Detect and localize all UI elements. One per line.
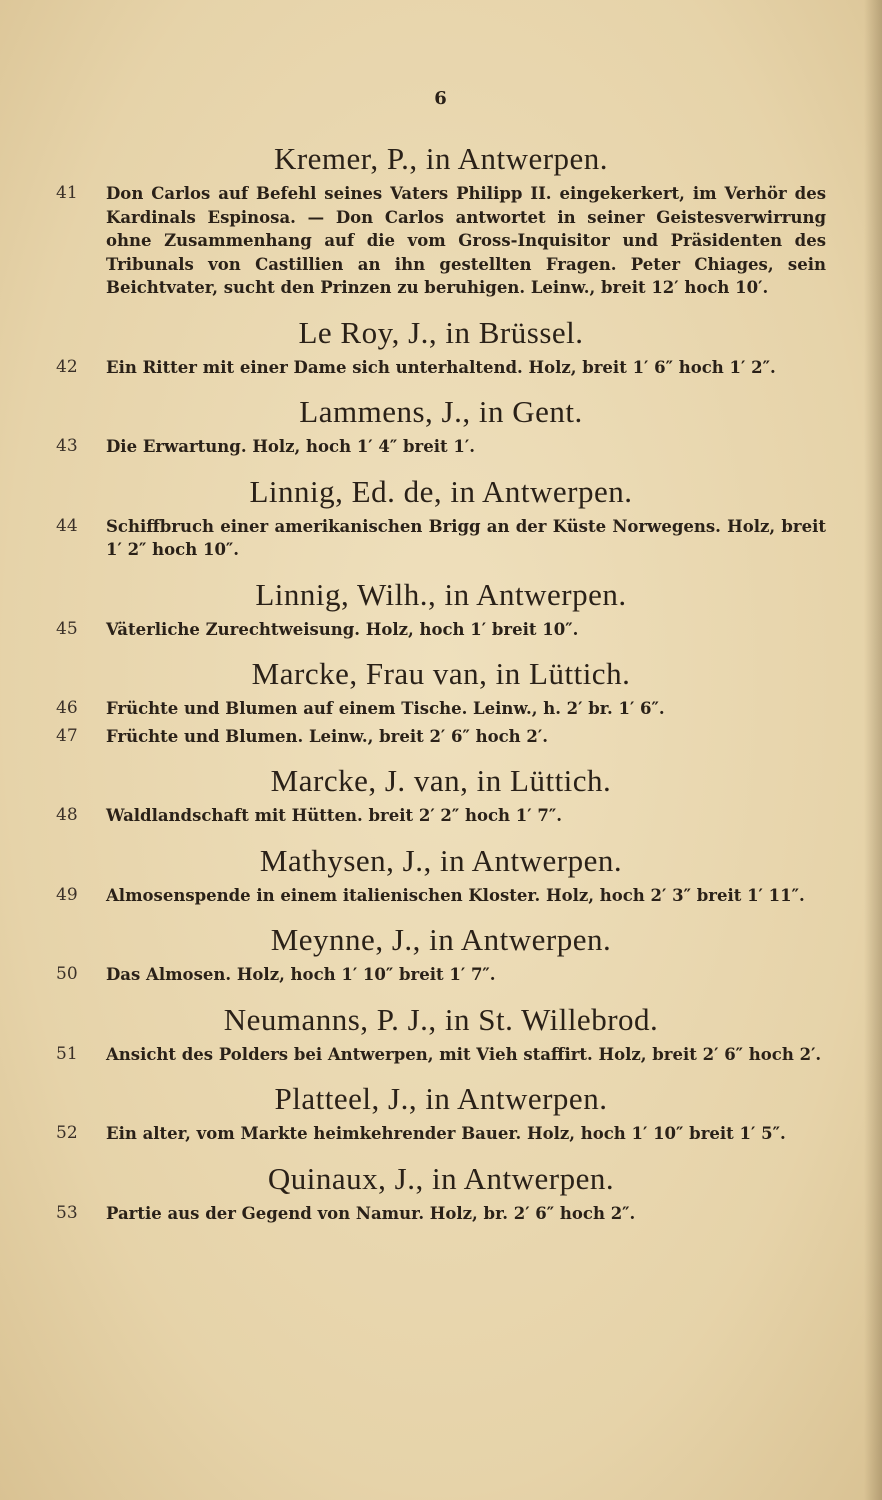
artist-section bbox=[56, 393, 826, 473]
entry-number: 46 bbox=[56, 698, 78, 718]
entry-text: Almosenspende in einem italienischen Kloster. Holz, hoch 2′ 3″ breit 1′ 11″. bbox=[106, 885, 805, 905]
entry-text: Schiffbruch einer amerikanischen Brigg an der Küste Norwegens. Holz, breit 1′ 2″ hoch 10″. bbox=[106, 516, 826, 559]
artist-heading: Linnig, Ed. de, in Antwerpen. bbox=[249, 473, 633, 509]
catalog-entry bbox=[56, 1043, 826, 1067]
catalog-entry bbox=[56, 697, 826, 721]
artist-heading: Mathysen, J., in Antwerpen. bbox=[259, 842, 623, 878]
artist-section bbox=[56, 1160, 826, 1240]
entry-number: 49 bbox=[56, 884, 78, 905]
artist-heading: Quinaux, J., in Antwerpen. bbox=[267, 1160, 615, 1196]
catalog-entry bbox=[56, 804, 826, 828]
artist-section bbox=[56, 473, 826, 576]
section-spacer bbox=[56, 463, 826, 473]
entry-number: 45 bbox=[56, 618, 78, 639]
section-spacer bbox=[56, 1070, 826, 1080]
artist-section bbox=[56, 576, 826, 656]
entry-text: Väterliche Zurechtweisung. Holz, hoch 1′ breit 10″. bbox=[106, 619, 579, 639]
entry-text: Ein alter, vom Markte heimkehrender Bauer. Holz, hoch 1′ 10″ breit 1′ 5″. bbox=[106, 1124, 786, 1143]
section-spacer bbox=[56, 645, 826, 655]
catalog-entry bbox=[56, 1202, 826, 1226]
artist-heading: Kremer, P., in Antwerpen. bbox=[273, 141, 609, 176]
artist-heading: Marcke, J. van, in Lüttich. bbox=[270, 763, 612, 798]
artist-section bbox=[56, 921, 826, 1001]
artist-heading: Marcke, Frau van, in Lüttich. bbox=[251, 656, 631, 691]
catalog-entry bbox=[56, 725, 826, 749]
entry-number: 53 bbox=[56, 1202, 78, 1223]
entry-number: 43 bbox=[56, 436, 78, 456]
artist-heading: Platteel, J., in Antwerpen. bbox=[274, 1081, 608, 1116]
section-spacer bbox=[56, 991, 826, 1001]
catalog-entry bbox=[56, 182, 826, 300]
page-number: 6 bbox=[434, 88, 448, 109]
section-spacer bbox=[56, 383, 826, 393]
catalog-entry bbox=[56, 884, 826, 908]
entry-number: 51 bbox=[56, 1043, 78, 1064]
artist-heading: Meynne, J., in Antwerpen. bbox=[270, 922, 612, 957]
section-spacer bbox=[56, 1229, 826, 1239]
catalog-entry bbox=[56, 618, 826, 642]
page-edge-shadow bbox=[864, 0, 882, 1500]
entry-text: Die Erwartung. Holz, hoch 1′ 4″ breit 1′. bbox=[106, 437, 475, 456]
artist-section bbox=[56, 1001, 826, 1081]
section-spacer bbox=[56, 752, 826, 762]
artist-heading: Le Roy, J., in Brüssel. bbox=[298, 314, 584, 350]
artist-section bbox=[56, 655, 826, 762]
entry-text: Partie aus der Gegend von Namur. Holz, br. 2′ 6″ hoch 2″. bbox=[106, 1203, 636, 1223]
catalog-entry bbox=[56, 356, 826, 380]
entry-number: 42 bbox=[56, 356, 78, 377]
artist-section bbox=[56, 762, 826, 842]
artist-section bbox=[56, 1080, 826, 1160]
catalog-content bbox=[56, 140, 826, 1239]
section-spacer bbox=[56, 832, 826, 842]
artist-section bbox=[56, 314, 826, 394]
entry-text: Don Carlos auf Befehl seines Vaters Philipp II. eingekerkert, im Verhör des Kardinals Espinosa. — Don Carlos antwortet in seiner Geistesverwirrung ohne Zusammenhang auf die vom Gross-Inquisitor und Präsidenten des Tribunals von Castillien an ihn gestellten Fragen. Peter Chiages, sein Beichtvater, sucht den Prinzen zu beruhigen. Leinw., breit 12′ hoch 10′. bbox=[106, 184, 826, 297]
catalog-entry bbox=[56, 515, 826, 562]
section-spacer bbox=[56, 304, 826, 314]
entry-number: 48 bbox=[56, 805, 78, 825]
entry-text: Ansicht des Polders bei Antwerpen, mit Vieh staffirt. Holz, breit 2′ 6″ hoch 2′. bbox=[106, 1044, 822, 1064]
entry-text: Das Almosen. Holz, hoch 1′ 10″ breit 1′ 7″. bbox=[106, 965, 496, 984]
entry-text: Früchte und Blumen. Leinw., breit 2′ 6″ hoch 2′. bbox=[106, 726, 548, 746]
section-spacer bbox=[56, 911, 826, 921]
artist-heading: Linnig, Wilh., in Antwerpen. bbox=[255, 576, 627, 612]
catalog-entry bbox=[56, 1122, 826, 1146]
entry-text: Ein Ritter mit einer Dame sich unterhaltend. Holz, breit 1′ 6″ hoch 1′ 2″. bbox=[106, 357, 776, 377]
section-spacer bbox=[56, 566, 826, 576]
artist-section bbox=[56, 842, 826, 922]
entry-text: Waldlandschaft mit Hütten. breit 2′ 2″ hoch 1′ 7″. bbox=[106, 806, 562, 825]
entry-number: 44 bbox=[56, 515, 78, 536]
entry-text: Früchte und Blumen auf einem Tische. Leinw., h. 2′ br. 1′ 6″. bbox=[106, 699, 665, 718]
section-spacer bbox=[56, 1150, 826, 1160]
entry-number: 41 bbox=[56, 183, 78, 203]
artist-heading: Neumanns, P. J., in St. Willebrod. bbox=[223, 1001, 659, 1037]
entry-number: 47 bbox=[56, 725, 78, 746]
catalog-entry bbox=[56, 963, 826, 987]
entry-number: 50 bbox=[56, 964, 78, 984]
artist-section bbox=[56, 140, 826, 314]
artist-heading: Lammens, J., in Gent. bbox=[299, 394, 583, 429]
catalog-entry bbox=[56, 435, 826, 459]
entry-number: 52 bbox=[56, 1123, 78, 1143]
